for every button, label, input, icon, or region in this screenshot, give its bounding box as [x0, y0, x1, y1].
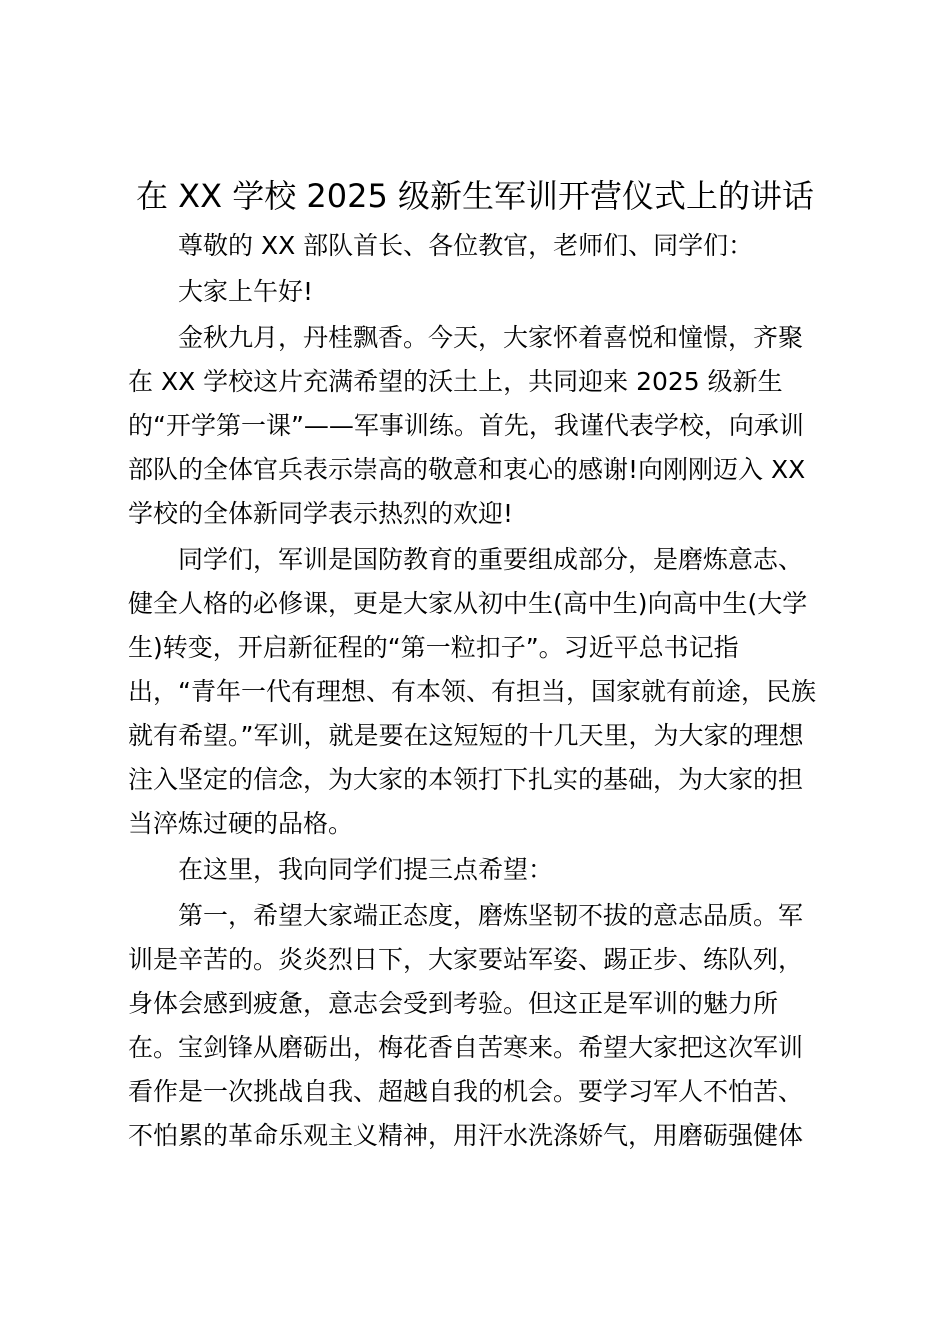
- paragraph-4-line-3: 身体会感到疲惫，意志会受到考验。但这正是军训的魅力所: [128, 989, 779, 1018]
- paragraph-1-line-5: 学校的全体新同学表示热烈的欢迎!: [128, 499, 514, 528]
- paragraph-2-line-3: 生)转变，开启新征程的“第一粒扣子”。习近平总书记指: [128, 633, 739, 662]
- paragraph-4-line-2: 训是辛苦的。炎炎烈日下，大家要站军姿、踢正步、练队列，: [128, 945, 804, 974]
- paragraph-4-line-4: 在。宝剑锋从磨砺出，梅花香自苦寒来。希望大家把这次军训: [128, 1033, 804, 1062]
- paragraph-3-line-1: 在这里，我向同学们提三点希望：: [178, 855, 554, 884]
- paragraph-1-line-4: 部队的全体官兵表示崇高的敬意和衷心的感谢!向刚刚迈入 XX: [128, 455, 806, 484]
- paragraph-4-line-6: 不怕累的革命乐观主义精神，用汗水洗涤娇气，用磨砺强健体: [128, 1121, 804, 1150]
- paragraph-1-line-3: 的“开学第一课”——军事训练。首先，我谨代表学校，向承训: [128, 411, 804, 440]
- paragraph-2-line-6: 注入坚定的信念，为大家的本领打下扎实的基础，为大家的担: [128, 765, 804, 794]
- paragraph-2-line-7: 当淬炼过硬的品格。: [128, 809, 354, 838]
- paragraph-1-line-2: 在 XX 学校这片充满希望的沃土上，共同迎来 2025 级新生: [128, 367, 783, 396]
- paragraph-1-line-1: 金秋九月，丹桂飘香。今天，大家怀着喜悦和憧憬，齐聚: [178, 323, 804, 352]
- paragraph-2-line-2: 健全人格的必修课，更是大家从初中生(高中生)向高中生(大学: [128, 589, 808, 618]
- document-title: 在 XX 学校 2025 级新生军训开营仪式上的讲话: [136, 177, 814, 215]
- salutation-line: 尊敬的 XX 部队首长、各位教官，老师们、同学们：: [178, 231, 754, 260]
- paragraph-4-line-1: 第一，希望大家端正态度，磨炼坚韧不拔的意志品质。军: [178, 901, 804, 930]
- paragraph-2-line-5: 就有希望。”军训，就是要在这短短的十几天里，为大家的理想: [128, 721, 804, 750]
- paragraph-4-line-5: 看作是一次挑战自我、超越自我的机会。要学习军人不怕苦、: [128, 1077, 804, 1106]
- paragraph-2-line-4: 出，“青年一代有理想、有本领、有担当，国家就有前途，民族: [128, 677, 816, 706]
- greeting-line: 大家上午好!: [178, 277, 314, 306]
- paragraph-2-line-1: 同学们，军训是国防教育的重要组成部分，是磨炼意志、: [178, 545, 804, 574]
